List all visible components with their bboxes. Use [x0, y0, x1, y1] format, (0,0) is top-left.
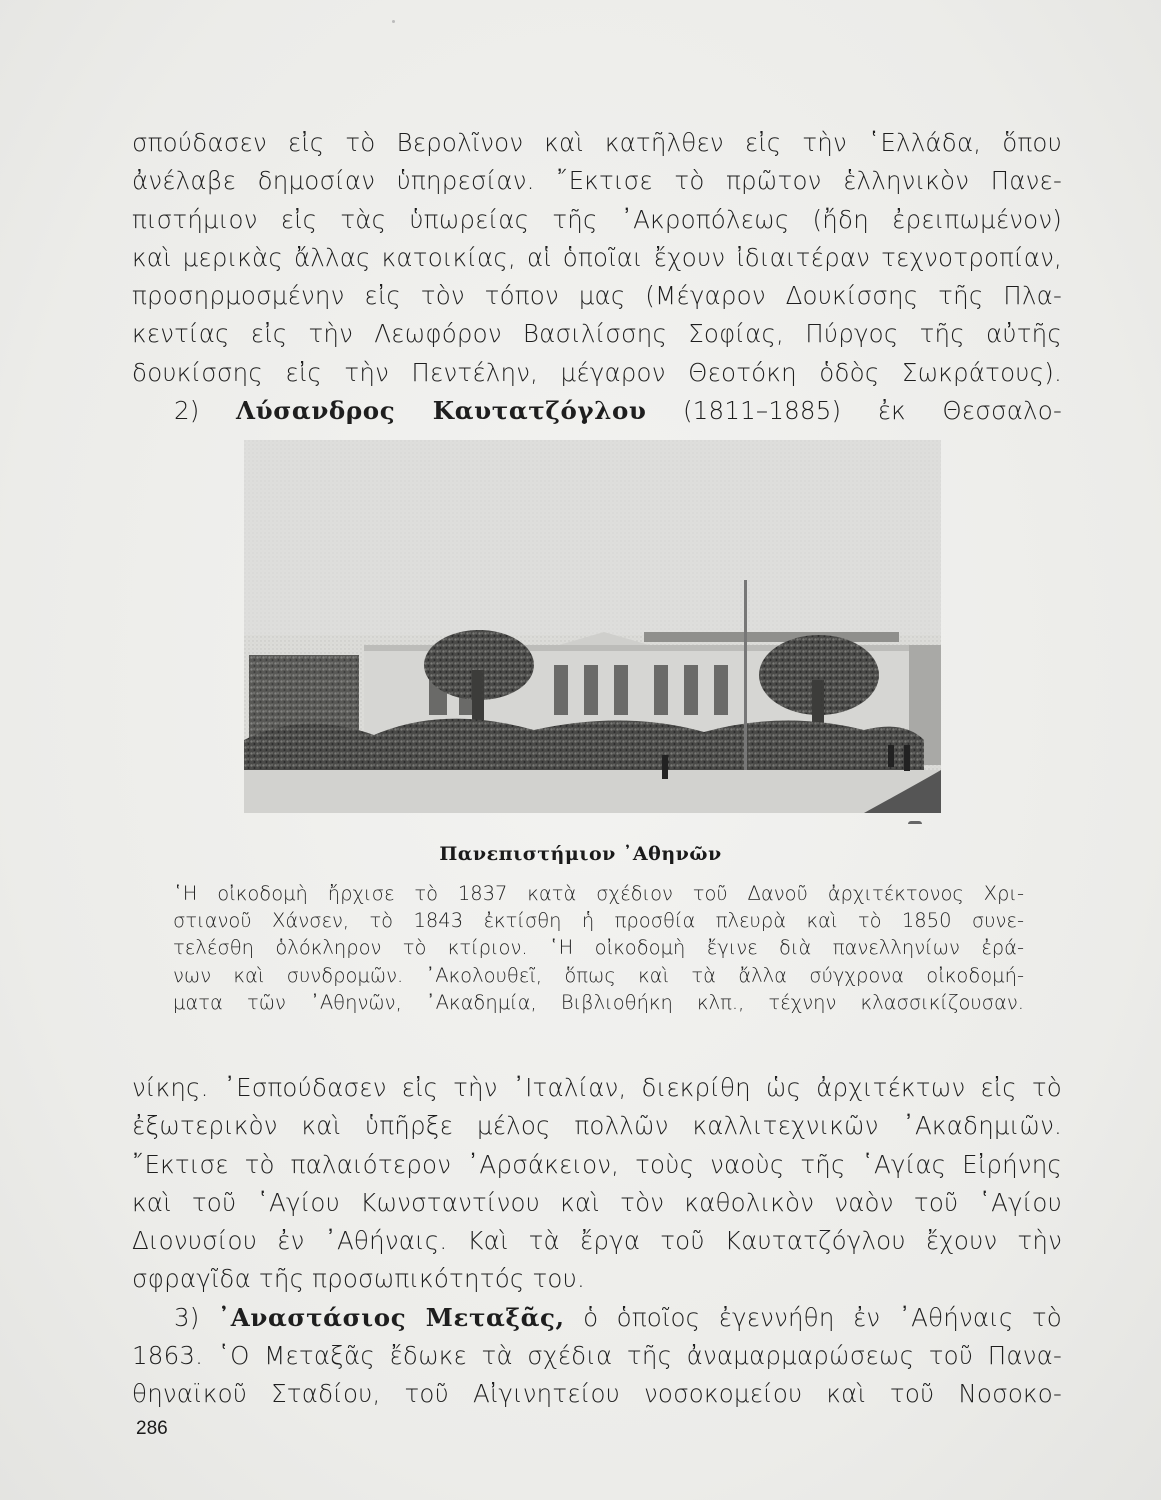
paper-speck: [392, 20, 395, 23]
text-line: σπούδασεν εἰς τὸ Βερολῖνον καὶ κατῆλθεν εἰς τὴν ῾Ελλάδα, ὅπου: [132, 128, 1062, 157]
building-photo-icon: [244, 440, 941, 813]
item-2-number: 2): [174, 396, 200, 426]
figure-caption-title: Πανεπιστήμιον ᾿Αθηνῶν: [439, 843, 722, 865]
paragraph-bottom: [132, 1069, 1062, 1414]
figure-caption-text: [173, 880, 1024, 1016]
paper-speck: [908, 821, 922, 824]
text-line: δουκίσσης εἰς τὴν Πεντέλην, μέγαρον Θεοτόκη ὁδὸς Σωκράτους).: [132, 357, 1062, 387]
item-2-name: Λύσανδρος Καυτατζόγλου: [236, 396, 647, 426]
text-line: ἐξωτερικὸν καὶ ὑπῆρξε μέλος πολλῶν καλλιτεχνικῶν ᾿Ακαδημιῶν.: [132, 1111, 1062, 1141]
item-3-heading: [132, 1299, 1062, 1337]
caption-line: ματα τῶν ᾿Αθηνῶν, ᾿Ακαδημία, Βιβλιοθήκη κλπ., τέχνην κλασσικίζουσαν.: [173, 990, 1024, 1014]
text-line: σφραγῖδα τῆς προσωπικότητός του.: [132, 1264, 585, 1294]
caption-line: νων καὶ συνδρομῶν. ᾿Ακολουθεῖ, ὅπως καὶ τὰ ἄλλα σύγχρονα οἰκοδομή-: [173, 963, 1024, 987]
caption-line: ῾Η οἰκοδομὴ ἤρχισε τὸ 1837 κατὰ σχέδιον τοῦ Δανοῦ ἀρχιτέκτονος Χρι-: [173, 882, 1024, 905]
item-3-number: 3): [174, 1302, 200, 1332]
page-number: 286: [136, 1418, 168, 1439]
item-2-rest: (1811–1885) ἐκ Θεσσαλο-: [682, 396, 1062, 426]
text-line: καὶ τοῦ ῾Αγίου Κωνσταντίνου καὶ τὸν καθολικὸν ναὸν τοῦ ῾Αγίου: [132, 1187, 1062, 1217]
text-line: ῎Εκτισε τὸ παλαιότερον ᾿Αρσάκειον, τοὺς ναοὺς τῆς ῾Αγίας Εἰρήνης: [132, 1149, 1062, 1179]
text-line: πιστήμιον εἰς τὰς ὑπωρείας τῆς ᾿Ακροπόλεως (ἤδη ἐρειπωμένον): [132, 204, 1062, 234]
text-line: θηναϊκοῦ Σταδίου, τοῦ Αἰγινητείου νοσοκομείου καὶ τοῦ Νοσοκο-: [132, 1379, 1062, 1409]
text-line: κεντίας εἰς τὴν Λεωφόρον Βασιλίσσης Σοφίας, Πύργος τῆς αὐτῆς: [132, 319, 1062, 349]
item-3-rest: ὁ ὁποῖος ἐγεννήθη ἐν ᾿Αθήναις τὸ: [583, 1302, 1062, 1332]
text-line: καὶ μερικὰς ἄλλας κατοικίας, αἱ ὁποῖαι ἔχουν ἰδιαιτέραν τεχνοτροπίαν,: [132, 242, 1062, 272]
text-line: προσηρμοσμένην εἰς τὸν τόπον μας (Μέγαρον Δουκίσσης τῆς Πλα-: [132, 281, 1062, 311]
text-line: νίκης. ᾿Εσπούδασεν εἰς τὴν ᾿Ιταλίαν, διεκρίθη ὡς ἀρχιτέκτων εἰς τὸ: [132, 1073, 1062, 1102]
text-line: ἀνέλαβε δημοσίαν ὑπηρεσίαν. ῎Εκτισε τὸ πρῶτον ἑλληνικὸν Πανε-: [132, 166, 1062, 196]
university-photo: [244, 440, 941, 813]
item-3-name: ᾿Αναστάσιος Μεταξᾶς,: [217, 1302, 565, 1332]
caption-line: τελέσθη ὁλόκληρον τὸ κτίριον. ῾Η οἰκοδομὴ ἔγινε διὰ πανελληνίων ἐρά-: [173, 936, 1024, 960]
caption-line: στιανοῦ Χάνσεν, τὸ 1843 ἐκτίσθη ἡ προσθία πλευρὰ καὶ τὸ 1850 συνε-: [173, 909, 1024, 933]
item-2-heading: [132, 392, 1062, 430]
text-line: 1863. ῾Ο Μεταξᾶς ἔδωκε τὰ σχέδια τῆς ἀναμαρμαρώσεως τοῦ Πανα-: [132, 1341, 1062, 1371]
text-line: Διονυσίου ἐν ᾿Αθήναις. Καὶ τὰ ἔργα τοῦ Καυτατζόγλου ἔχουν τὴν: [132, 1226, 1062, 1256]
paragraph-top: [132, 124, 1062, 430]
